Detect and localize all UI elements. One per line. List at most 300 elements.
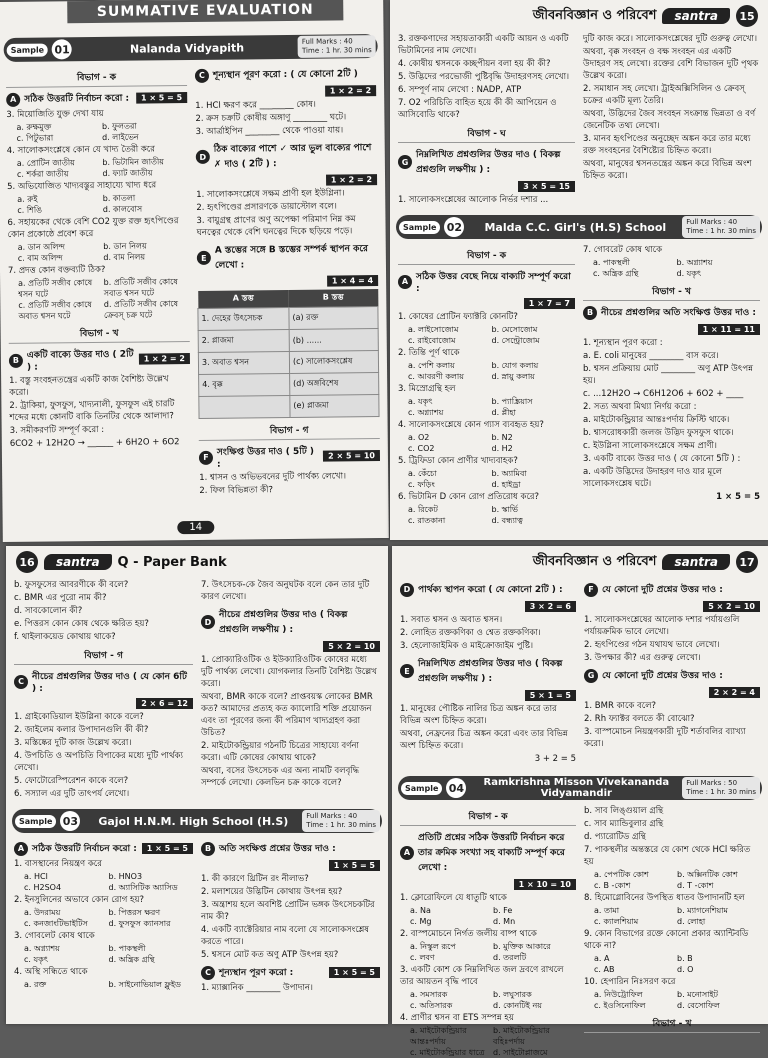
table-row — [199, 395, 379, 419]
right-column — [584, 804, 760, 1058]
option-list — [398, 432, 575, 454]
question-text: b. সাব লিঙ্গুয়াল গ্রন্থি — [584, 806, 664, 816]
short-list — [199, 470, 380, 497]
question-text: 1. মানুষের পৌষ্টিক নালির চিত্র অঙ্কন করে তার বিভিন্ন অংশ চিহ্নিত করো। — [400, 704, 557, 726]
option-item: c. Mg — [410, 917, 432, 926]
summative-banner: SUMMATIVE EVALUATION — [67, 0, 343, 23]
question-text: f. থাইলাকয়েড কোথায় থাকে? — [14, 632, 116, 642]
right-column — [201, 837, 380, 995]
question-letter: C — [201, 966, 215, 980]
question-text: অথবা, উদ্ভিদের জৈব সংবহন সংক্রান্ত ভিন্নতা ও বর্ণ জেনেটিক তথ্য লেখো। — [583, 109, 756, 131]
school-name: Gajol H.N.M. High School (H.S) — [98, 814, 289, 828]
option-item: b. পিত্তরস ক্ষরণ — [108, 908, 161, 917]
question-text: 5. শ্বসনে মোট কত অণু ATP উৎপন্ন হয়? — [201, 950, 339, 960]
question-list — [584, 700, 760, 750]
option-item: d. বন্ধ্যাত্ব — [491, 516, 523, 525]
mcq-list — [398, 311, 575, 526]
question-letter: A — [400, 846, 414, 860]
question-text: 4. সালোকসংশ্লেষে কোন গ্যাস ব্যবহৃত হয়? — [398, 420, 544, 430]
option-item: a. রিকেট — [408, 505, 438, 514]
option-item: c. শর্করা জাতীয় — [16, 169, 69, 179]
question-list — [400, 614, 576, 652]
question-heading: E A স্তম্ভের সঙ্গে B স্তম্ভের সম্পর্ক স্থাপন করে লেখো : — [197, 241, 378, 273]
question-text: 3. বাস্পমোচন নিয়ন্ত্রণকারী দুটি শর্তাবলির ব্যাখ্যা করো। — [584, 727, 746, 749]
question-list — [583, 337, 760, 490]
question-heading: G নিম্নলিখিত প্রশ্নগুলির উত্তর দাও ( বিকল্প প্রশ্নগুলি লক্ষণীয় ) : — [398, 147, 575, 177]
school-name: Malda C.C. Girl's (H.S) School — [484, 220, 667, 234]
question-heading: F যে কোনো দুটি প্রশ্নের উত্তর দাও : — [584, 582, 760, 597]
school-name: Ramkrishna Misson Vivekananda Vidyamandir — [483, 777, 670, 799]
question-list — [14, 711, 193, 800]
marks-badge: 1 × 5 = 5 — [329, 967, 380, 978]
question-letter: D — [201, 615, 215, 629]
marks-row — [14, 698, 193, 709]
question-text: 1. প্রোক্যারিওটিক ও ইউক্যারিওটিক কোষের মধ্যে দুটি পার্থক্য লেখো। যোগকলার তিনটি বৈশিষ্ট্য উল্লেখ করো। — [201, 655, 377, 689]
question-text: d. সাবকোলোন কী? — [14, 606, 83, 616]
question-text: e. পিত্তরস কোন কোষ থেকে ক্ষরিত হয়? — [14, 619, 149, 629]
question-text: 6. ভিটামিন D কোন রোগ প্রতিরোধ করে? — [398, 492, 540, 502]
option-list — [398, 324, 575, 346]
question-list — [14, 579, 193, 643]
option-item: c. লবণ — [410, 953, 435, 962]
question-text: 1. সবাত শ্বসন ও অবাত শ্বসন। — [400, 615, 503, 625]
option-item: b. HNO3 — [108, 872, 143, 881]
question-text: 4. কোষীয় শ্বসনকে কচ্ছপীয়ন বলা হয় কী কী? — [398, 59, 551, 69]
mcq-list — [14, 858, 193, 990]
marks-row — [400, 690, 576, 701]
table-cell: (e) প্লাজমা — [290, 395, 379, 418]
table-header: B স্তম্ভ — [289, 289, 378, 307]
question-text: 3. একটি বাক্যে উত্তর দাও ( যে কোনো 5টি ) : — [583, 454, 741, 464]
left-column — [398, 243, 575, 526]
sample-number: 01 — [52, 39, 72, 59]
question-text: 3. একটি কোশ কে নিম্নলিখিত জল দ্রবণে রাখলে তার আয়তন বৃদ্ধি পাবে — [400, 965, 564, 987]
option-item: c. শিঙি — [17, 205, 43, 215]
option-item: a. অগ্ন্যাশয় — [24, 944, 60, 953]
left-column — [14, 578, 193, 801]
option-item: a. তামা — [594, 906, 620, 915]
page-14 — [0, 0, 389, 542]
table-cell: (a) রক্ত — [289, 307, 378, 330]
option-item: b. মাইটোকন্ড্রিয়ার বহিঃপর্দায় — [493, 1026, 550, 1046]
option-item: a. রুই — [17, 194, 38, 204]
table-cell: (d) অঙ্গবিশেষ — [290, 373, 379, 396]
option-item: c. ক্যালশিয়াম — [594, 917, 639, 926]
match-table — [197, 289, 379, 419]
option-list — [14, 979, 193, 990]
question-text: c. ...12H2O → C6H12O6 + 6O2 + ____ — [583, 389, 744, 399]
section-heading: বিভাগ - খ — [9, 324, 190, 344]
option-item: d. সেন্ট্রোজোম — [491, 336, 540, 345]
question-text: 5. ট্রিফিডা কোন প্রাণীর খাদ্যবাহক? — [398, 456, 518, 466]
question-text: 2. Rh ফ্যাক্টর বলতে কী বোঝো? — [584, 714, 695, 724]
question-text: 4. অস্থি সন্ধিতে থাকে — [14, 967, 88, 977]
question-text: 6. সহায়কের থেকে বেশি CO2 যুক্ত রক্ত হৃৎপিণ্ডের কোন প্রকোষ্ঠে প্রবেশ করে — [7, 216, 179, 240]
page-17 — [392, 546, 768, 1057]
question-text: c. ইউগ্লিনা সালোকসংশ্লেষে সক্ষম প্রাণী। — [583, 441, 717, 451]
option-item: c. অন্ত্রিক গ্রন্থি — [593, 269, 639, 278]
question-letter: E — [400, 664, 414, 678]
page-16 — [6, 546, 388, 1024]
question-heading: A প্রতিটি প্রশ্নের সঠিক উত্তরটি নির্বাচন করে তার ক্রমিক সংখ্যা সহ বাক্যটি সম্পূর্ণ করে লেখো : — [400, 830, 576, 875]
question-heading: E নিম্নলিখিত প্রশ্নগুলির উত্তর দাও ( বিকল্প প্রশ্নগুলি লক্ষণীয় ) : — [400, 656, 576, 686]
school-name: Nalanda Vidyapith — [129, 40, 245, 56]
brand-logo: santra — [662, 8, 730, 24]
option-item: a. নিস্কুল রূপে — [410, 942, 456, 951]
question-list — [201, 982, 380, 994]
marks-badge: 3 × 5 = 15 — [518, 181, 575, 192]
option-item: d. কালবোস — [102, 204, 143, 214]
question-text: 1. বস্তু সংবহনতন্ত্রের একটি কাজ বৈশিষ্ট্য উল্লেখ করো। — [9, 374, 169, 398]
subject-heading: জীবনবিজ্ঞান ও পরিবেশ — [532, 553, 657, 569]
option-list — [584, 989, 760, 1011]
question-letter: A — [14, 842, 28, 856]
tf-list — [196, 187, 378, 239]
option-item: d. লাইভেন — [102, 132, 139, 142]
table-row — [198, 351, 378, 375]
option-item: c. কনজাংটিভাইটিস — [24, 919, 88, 928]
question-text: 2. ফিল বিভিন্নতা কী? — [199, 485, 274, 496]
fill-list — [195, 98, 376, 138]
marks-badge: 1 × 2 = 2 — [325, 85, 376, 97]
marks-badge: 2 × 2 = 4 — [709, 687, 760, 698]
question-heading: C শূন্যস্থান পূরণ করো : 1 × 5 = 5 — [201, 965, 380, 980]
option-list — [8, 240, 189, 264]
question-text: 5. উদ্ভিদের পরভোজী পুষ্টিবৃদ্ধি উদাহরণসহ লেখো। — [398, 72, 570, 82]
option-item: c. মাইটোকন্ড্রিয়ার ধাত্রে — [410, 1048, 485, 1057]
option-list — [584, 953, 760, 975]
option-list — [14, 943, 193, 965]
option-item: b. পাকস্থলী — [108, 944, 146, 953]
question-list — [201, 579, 380, 603]
question-text: 2. বাস্পমোচনে নির্গত জলীয় বাষ্প থাকে — [400, 929, 537, 939]
option-list — [8, 276, 189, 322]
option-item: c. পিটুভারা — [16, 133, 54, 143]
option-list — [583, 257, 760, 279]
marks-row — [584, 687, 760, 698]
question-letter: B — [9, 353, 23, 367]
option-item: c. প্রতিটি সজীব কোষে অবাত শ্বসন ঘটে — [18, 300, 92, 321]
option-item: d. স্নায়ু কলায় — [491, 372, 535, 381]
question-letter: C — [14, 675, 28, 689]
table-row — [198, 329, 378, 353]
question-text: অথবা, BMR কাকে বলে? প্রাপ্তবয়স্ক লোকের BMR কত? আমাদের প্রত্যহ কত ক্যালোরি শক্তি প্রয়োজন এবং তা পূরণের জন্য কী পরিমাণ খাদ্যগ্রহণ করা উচিত? — [201, 692, 373, 738]
question-list — [400, 703, 576, 752]
question-heading: F সংক্ষিপ্ত উত্তর দাও ( 5টি ) : 2 × 5 = 10 — [199, 443, 380, 470]
marks-badge: 3 × 2 = 6 — [525, 601, 576, 612]
question-text: 2. হৃৎপিণ্ডের প্রসারণকে ডায়াস্টোল বলে। — [196, 201, 337, 213]
sample-header — [12, 809, 382, 833]
question-text: 10. হেপারিন নিঃসরণ করে — [584, 977, 676, 987]
marks-row — [201, 641, 380, 652]
question-text: 2. সমাধান সহ লেখো। ট্রাইঅক্সিসিলিন ও ক্রেবস্ চক্রের একটি মূল্য তৈরি। — [583, 84, 745, 106]
short-list — [9, 373, 191, 437]
sample-tag: Sample — [401, 782, 442, 795]
question-text: 7. প্রদত্ত কোন বক্তব্যটি ঠিক? — [7, 264, 106, 276]
question-list — [398, 194, 575, 206]
option-list — [398, 396, 575, 418]
page-number: 16 — [16, 551, 38, 573]
question-heading: A সঠিক উত্তর বেছে নিয়ে বাক্যটি সম্পূর্ণ করো : — [398, 269, 575, 294]
option-item: a. মাইটোকন্ড্রিয়ার আন্তঃপর্দায় — [410, 1026, 467, 1046]
option-item: c. আবরণী কলায় — [408, 372, 464, 381]
option-item: a. O2 — [408, 433, 430, 442]
mcq-list — [400, 892, 576, 1058]
question-heading: G যে কোনো দুটি প্রশ্নের উত্তর দাও : — [584, 668, 760, 683]
question-text: 3. অন্ত্রাশয় হলে অবশিষ্ট প্রোটিন ভঙ্গক উৎসেচকটির নাম কী? — [201, 900, 375, 922]
option-item: c. B -কোশ — [594, 881, 631, 890]
page-15 — [390, 0, 768, 540]
option-item: d. T -কোশ — [677, 881, 714, 890]
left-column — [400, 578, 576, 766]
option-item: c. রাতকানা — [408, 516, 446, 525]
right-column — [583, 243, 760, 526]
question-text: 4. সালোকসংশ্লেষে কোন যে খাদ্য তৈরী করে — [6, 144, 155, 156]
question-letter: B — [201, 842, 215, 856]
left-column — [398, 32, 575, 207]
option-item: b. ম্যাগনেশিয়াম — [677, 906, 728, 915]
table-header: A স্তম্ভ — [198, 290, 289, 308]
question-text: অথবা, নেফ্রনের চিত্র অঙ্কন করো এবং তার বিভিন্ন অংশ চিহ্নিত করো। — [400, 729, 568, 751]
question-text: 3. উপক্ষার কী? এর গুরুত্ব লেখো। — [584, 653, 701, 663]
marks-badge: 1 × 2 = 2 — [139, 353, 190, 365]
option-item: b. অক্সিনটিক কোশ — [677, 870, 738, 879]
option-item: d. অন্ত্রিক গ্রন্থি — [108, 955, 155, 964]
question-text: a. E. coli মানুষের ________ বাস করে। — [583, 351, 719, 361]
option-item: d. বেসোফিল — [677, 1001, 720, 1010]
option-item: b. অগ্ন্যাশয় — [676, 258, 713, 267]
question-text: 7. গোবরেট কোষ থাকে — [583, 245, 663, 255]
question-text: 1. বাসস্থানের নিয়ন্ত্রণ করে — [14, 859, 102, 869]
question-letter: A — [6, 92, 20, 106]
option-item: c. অগ্ন্যাশয় — [408, 408, 444, 417]
option-list — [7, 192, 188, 216]
option-item: d. প্লীহা — [491, 408, 516, 417]
option-item: c. বাম অলিন্দ — [17, 253, 63, 263]
marks-inline: 3 + 2 = 5 — [534, 754, 576, 764]
option-list — [7, 156, 188, 180]
question-text: 6. সম্পূর্ণ নাম লেখো : NADP, ATP — [398, 85, 522, 95]
question-letter: D — [400, 583, 414, 597]
question-text: 4. উপচিতি ও অপচিতি বিপাকের মধ্যে দুটি পার্থক্য লেখো। — [14, 751, 183, 773]
table-cell: (b) ...... — [289, 329, 378, 352]
option-item: a. লাইসোজোম — [408, 325, 459, 334]
table-cell: 3. অবাত শ্বসন — [198, 351, 289, 374]
option-item: a. প্রতিটি সজীব কোষে শ্বসন ঘটে — [18, 278, 93, 299]
table-row — [199, 373, 379, 397]
question-text: 1. শূন্যস্থান পূরণ করো : — [583, 338, 663, 348]
marks-row — [398, 181, 575, 192]
question-letter: C — [195, 68, 209, 82]
option-item: a. রুক্ষমুক্ত — [16, 122, 52, 132]
question-text: c. BMR এর পুরো নাম কী? — [14, 593, 107, 603]
option-list — [400, 905, 576, 927]
marks-badge: 5 × 2 = 10 — [703, 601, 760, 612]
question-text: c. সাব ম্যান্ডিবুলার গ্রন্থি — [584, 819, 664, 829]
question-text: 2. হৃৎপিণ্ডের গঠন যথাযথ ভাবে লেখো। — [584, 640, 720, 650]
question-text: 2. সত্য অথবা মিথ্যা নির্ণয় করো : — [583, 402, 697, 412]
question-text: অথবা, বৃক্ক সংবহন ও বক্ষ সংবহন এর একটি উদাহরণ সহ লেখো। রক্তের বেশি বিভাজন দুটি পৃথক উল্লেখ করো। — [583, 47, 759, 81]
option-item: d. বাম নিলয় — [103, 252, 146, 262]
option-item: a. রক্ত — [24, 980, 47, 989]
marks-badge: 1 × 5 = 5 — [142, 843, 193, 854]
question-text: 2. ইনসুলিনের অভাবে কোন রোগ হয়? — [14, 895, 145, 905]
full-marks-box: Full Marks : 40 Time : 1 hr. 30 mins — [302, 810, 380, 832]
right-column — [584, 578, 760, 766]
marks-row — [400, 879, 576, 890]
question-list — [201, 873, 380, 961]
running-header — [6, 546, 388, 578]
marks-badge: 1 × 10 = 10 — [514, 879, 576, 890]
left-column — [14, 837, 193, 995]
left-column — [6, 64, 192, 500]
option-item: a. পেপটিক কোশ — [594, 870, 649, 879]
option-item: a. প্রোটিন জাতীয় — [16, 158, 75, 168]
option-list — [584, 869, 760, 891]
sample-number: 04 — [446, 778, 466, 798]
section-heading: বিভাগ - খ — [583, 283, 760, 301]
question-heading: A সঠিক উত্তরটি নির্বাচন করো : 1 × 5 = 5 — [6, 90, 187, 107]
question-letter: F — [199, 450, 213, 464]
question-list — [398, 33, 575, 121]
question-heading: A সঠিক উত্তরটি নির্বাচন করো : 1 × 5 = 5 — [14, 841, 193, 856]
option-item: c. CO2 — [408, 444, 435, 453]
question-text: 7. O2 পরিচিতি বাহিত হয়ে কী কী আপিয়েন ও আসিবোডি থাকে? — [398, 98, 557, 120]
marks-row — [195, 85, 376, 98]
question-text: 5. অভিযোজিত খাদ্যবস্তুর সাহায্যে খাদ্য ধরে — [7, 180, 157, 192]
marks-badge: 1 × 5 = 5 — [136, 92, 187, 104]
option-list — [398, 504, 575, 526]
option-item: a. যকৃৎ — [408, 397, 433, 406]
table-row — [198, 307, 378, 331]
option-item: d. হাইড্রা — [491, 480, 521, 489]
option-item: b. সাইনোভিয়াল ফ্লুইড — [108, 980, 181, 989]
option-item: d. সাইটোপ্লাজমে — [493, 1048, 548, 1057]
question-text: 9. কোন বিভাগের রক্তে কোনো প্রকার অ্যান্টিবডি থাকে না? — [584, 929, 749, 951]
marks-row — [197, 275, 378, 288]
question-text: 3. গোবলেট কোষ থাকে — [14, 931, 95, 941]
book-title: Q - Paper Bank — [117, 554, 227, 570]
marks-badge: 5 × 2 = 10 — [323, 641, 380, 652]
question-text: 7. পাকস্থলীর অন্তস্তরে যে কোশ থেকে HCl ক্ষরিত হয় — [584, 845, 751, 867]
option-item: b. অ্যামিবা — [491, 469, 527, 478]
question-text: দুটি কাজ করে। সালোকসংশ্লেষের দুটি গুরুত্ব লেখো। — [583, 34, 758, 44]
question-text: a. মাইটোকন্ড্রিয়ার আন্তঃপর্দায় ক্রিস্টি থাকে। — [583, 415, 730, 425]
brand-logo: santra — [662, 554, 730, 570]
marks-badge: 1 × 5 = 5 — [329, 860, 380, 871]
question-text: 3. আর্ত্রাইপিন ________ থেকে পাওয়া যায়। — [195, 125, 344, 137]
question-text: 1. ক্লোরোফিলে যে ধাতুটি থাকে — [400, 893, 507, 903]
option-item: c. ফড়িং — [408, 480, 435, 489]
option-item: b. মুক্তিক আকারে — [493, 942, 551, 951]
question-text: 3. মানব হৃৎপিণ্ডের অনুচ্ছেদ অঙ্কন করে তার মধ্যে রক্ত সংবহনের বৈশিষ্ট্যের চিহ্নিত করো। — [583, 134, 751, 156]
question-text: 1. সালোকসংশ্লেষের আলোক নির্ভর দশার ... — [398, 195, 549, 205]
table-cell: 4. বৃক্ক — [199, 373, 290, 396]
option-list — [400, 1025, 576, 1058]
mcq-list — [584, 805, 760, 1011]
option-list — [400, 989, 576, 1011]
question-text: 1. BMR কাকে বলে? — [584, 701, 657, 711]
question-text: 1. শ্বাসন ও অভিভবনের দুটি পার্থক্য লেখো। — [199, 471, 347, 483]
marks-row — [400, 601, 576, 612]
question-text: a. একটি উদ্ভিদের উদাহরণ দাও যার মূলে সালোকসংশ্লেষ ঘটে। — [583, 467, 722, 489]
sample-number: 02 — [444, 217, 464, 237]
option-item: a. পেশি কলায় — [408, 361, 455, 370]
option-item: a. ডান অলিন্দ — [17, 242, 65, 252]
question-text: b. শ্বাসরোধকারী জলজ উদ্ভিদ ফুসফুস থাকে। — [583, 428, 734, 438]
option-item: a. Na — [410, 906, 431, 915]
sample-number: 03 — [60, 811, 80, 831]
table-cell — [199, 395, 290, 418]
full-marks-box: Full Marks : 50 Time : 1 hr. 30 mins — [682, 777, 760, 799]
question-text: 4. প্রাণীর শ্বসন বা ETS সম্পন্ন হয় — [400, 1013, 514, 1023]
question-text: 2. মলাশয়ের উদ্ভিটিন কোথায় উৎপন্ন হয়? — [201, 887, 343, 897]
right-column — [195, 62, 381, 498]
question-text: 1. গ্রাইকোডিয়াল ইউগ্লিনা কাকে বলে? — [14, 712, 144, 722]
option-item: d. অ্যাসিটিক অ্যাসিড — [108, 883, 178, 892]
question-heading: C শূন্যস্থান পূরণ করো : ( যে কোনো 2টি ) — [195, 66, 376, 83]
sample-header — [398, 776, 762, 800]
question-list — [584, 614, 760, 664]
option-list — [398, 360, 575, 382]
question-letter: E — [197, 251, 211, 265]
page-number: 17 — [736, 551, 758, 573]
question-text: 2. লোহিত রক্তকণিকা ও শ্বেত রক্তকণিকা। — [400, 628, 541, 638]
marks-badge: 1 × 7 = 7 — [524, 298, 575, 309]
question-text: d. প্যারোটিড গ্রন্থি — [584, 832, 646, 842]
page-number: 15 — [736, 5, 758, 27]
option-item: b. ডান নিলয় — [103, 241, 147, 251]
option-item: a. A — [594, 954, 610, 963]
section-heading: বিভাগ - খ — [584, 1015, 760, 1033]
question-text: 1. HCl ক্ষরণ করে ________ কোষ। — [195, 99, 316, 111]
option-item: a. HCl — [24, 872, 48, 881]
option-item: a. নিউট্রোফিল — [594, 990, 643, 999]
option-item: d. যকৃৎ — [676, 269, 702, 278]
running-header — [392, 546, 768, 578]
sample-tag: Sample — [7, 43, 49, 56]
question-text: 1. কী কারণে থ্রিটিন রং নীলাভ? — [201, 874, 309, 884]
section-heading: বিভাগ - গ — [14, 647, 193, 665]
question-text: অথবা, বসের উৎসেচক এর অন্য নামটি বলবৃদ্ধি সম্পর্কে লেখো। কেলভিন চক্র কাকে বলে? — [201, 766, 359, 788]
question-text: 2. ক্রস চক্রটি কোষীয় অঙ্গাণু ________ ঘটে। — [195, 112, 347, 124]
option-item: b. B — [677, 954, 693, 963]
question-heading: B নীচের প্রশ্নগুলির অতি সংক্ষিপ্ত উত্তর দাও : — [583, 305, 760, 320]
marks-row — [398, 298, 575, 309]
equation: 6CO2 + 12H2O → ______ + 6H2O + 6O2 — [9, 437, 180, 449]
question-text: 2. ট্রাকিয়া, ফুসফুস, খাদ্যনালী, ফুসফুস এই চারটি শব্দের মধ্যে কোনটি বাকি তিনটির থেকে আলাদা? — [9, 399, 175, 423]
marks-badge: 2 × 5 = 10 — [323, 450, 380, 462]
option-item: b. ফুলতরা — [101, 121, 137, 131]
page-number: 14 — [177, 521, 214, 534]
option-item: a. উদরাময় — [24, 908, 61, 917]
full-marks-box: Full Marks : 40 Time : 1 hr. 30 mins — [298, 35, 376, 58]
marks-badge: 2 × 6 = 12 — [136, 698, 193, 709]
table-cell: (c) সালোকসংশ্লেষ — [289, 351, 378, 374]
question-letter: D — [196, 150, 210, 164]
question-text: 3. সমীকরণটি সম্পূর্ণ করো : — [9, 424, 105, 436]
sample-header — [4, 34, 378, 62]
option-item: d. তরলটি — [493, 953, 527, 962]
question-text: 3. মস্তিষ্কের দুটি কাজ উল্লেখ করো। — [14, 738, 132, 748]
question-text: 4. একটি ব্যাক্টেরিয়ার নাম বলো যে সালোকসংশ্লেষ করতে পারে। — [201, 925, 369, 947]
option-item: b. Fe — [493, 906, 513, 915]
question-text: অথবা, মানুষের শ্বসনতন্ত্রের অঙ্কন করে বিভিন্ন অংশ চিহ্নিত করো। — [583, 159, 752, 181]
question-letter: G — [398, 155, 412, 169]
marks-badge: 1 × 11 = 11 — [698, 324, 760, 335]
marks-row — [583, 324, 760, 335]
question-heading: D পার্থক্য স্থাপন করো ( যে কোনো 2টি ) : — [400, 582, 576, 597]
